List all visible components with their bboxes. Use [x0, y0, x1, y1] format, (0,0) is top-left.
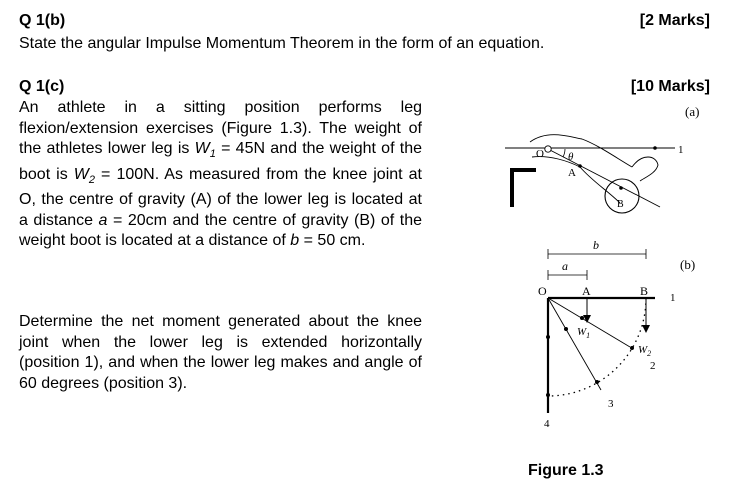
figure-a: [505, 104, 699, 213]
figure-a-b-label: B: [617, 199, 624, 210]
w2-label: $W_2$: [638, 344, 652, 358]
position-3-cog-a: [564, 327, 568, 331]
dimension-a-label: a: [562, 259, 568, 273]
q1c-label: Q 1(c): [19, 78, 65, 95]
position-4-cog-b: [546, 393, 550, 397]
figure-b-position-3: 3: [608, 398, 614, 410]
w2-arrow-head: [642, 325, 650, 333]
figure-b-label: (b): [680, 257, 696, 272]
figure-b-position-1: 1: [670, 292, 676, 304]
figure-b-position-4: 4: [544, 418, 550, 430]
q1b-marks: [2 Marks]: [639, 12, 710, 29]
theta-arc: [563, 149, 565, 157]
thigh-outline: [530, 135, 582, 142]
figure-1-3: [420, 95, 720, 440]
figure-b-o-label: O: [538, 284, 547, 298]
figure-caption: Figure 1.3: [528, 462, 604, 479]
figure-b-b-label: B: [640, 284, 649, 298]
figure-b-position-2: 2: [650, 360, 656, 372]
q1b-label: Q 1(b): [19, 12, 66, 29]
w1-label: $W_1$: [577, 326, 591, 340]
reference-line-dot: [653, 146, 657, 150]
shin-outline-bottom: [580, 167, 620, 203]
shin-outline-top: [582, 139, 632, 167]
figure-b-a-label: A: [582, 284, 591, 298]
figure-a-theta-label: θ: [568, 151, 574, 163]
dimension-b-label: b: [593, 238, 599, 252]
position-4-cog-a: [546, 335, 550, 339]
figure-a-o-label: O: [536, 148, 544, 160]
q1c-paragraph-2: Determine the net moment generated about the knee joint when the lower leg is extended horizontally (position 1), and when the lower leg makes and angle of 60 degrees (position 3).: [19, 313, 422, 392]
cog-a-dot: [578, 164, 582, 168]
foot-outline: [632, 157, 658, 181]
cog-b-dot: [619, 186, 623, 190]
leg-position-3: [548, 298, 601, 390]
figure-a-label: (a): [685, 104, 700, 119]
figure-b: [538, 238, 695, 430]
position-3-cog-b: [595, 380, 599, 384]
w1-arrow-head: [583, 315, 591, 323]
q1c-paragraph-1: An athlete in a sitting position performs leg flexion/extension exercises (Figure 1.3). The weight of the athletes lower leg is $W_1 = 45N$ and the weight of the boot is $W_2 = 100N$. As measured from the knee joint at O, the centre of gravity (A) of the lower leg is located at a distance a = 20cm and the centre of gravity (B) of the weight boot is located at a distance of b = 50 cm.: [19, 99, 422, 250]
q1b-question: State the angular Impulse Momentum Theorem in the form of an equation.: [19, 35, 545, 52]
figure-a-a-label: A: [568, 167, 576, 179]
q1c-marks: [10 Marks]: [630, 78, 710, 95]
position-2-cog-a: [580, 316, 584, 320]
figure-a-position-1: 1: [678, 144, 684, 156]
knee-joint-o: [545, 146, 551, 152]
